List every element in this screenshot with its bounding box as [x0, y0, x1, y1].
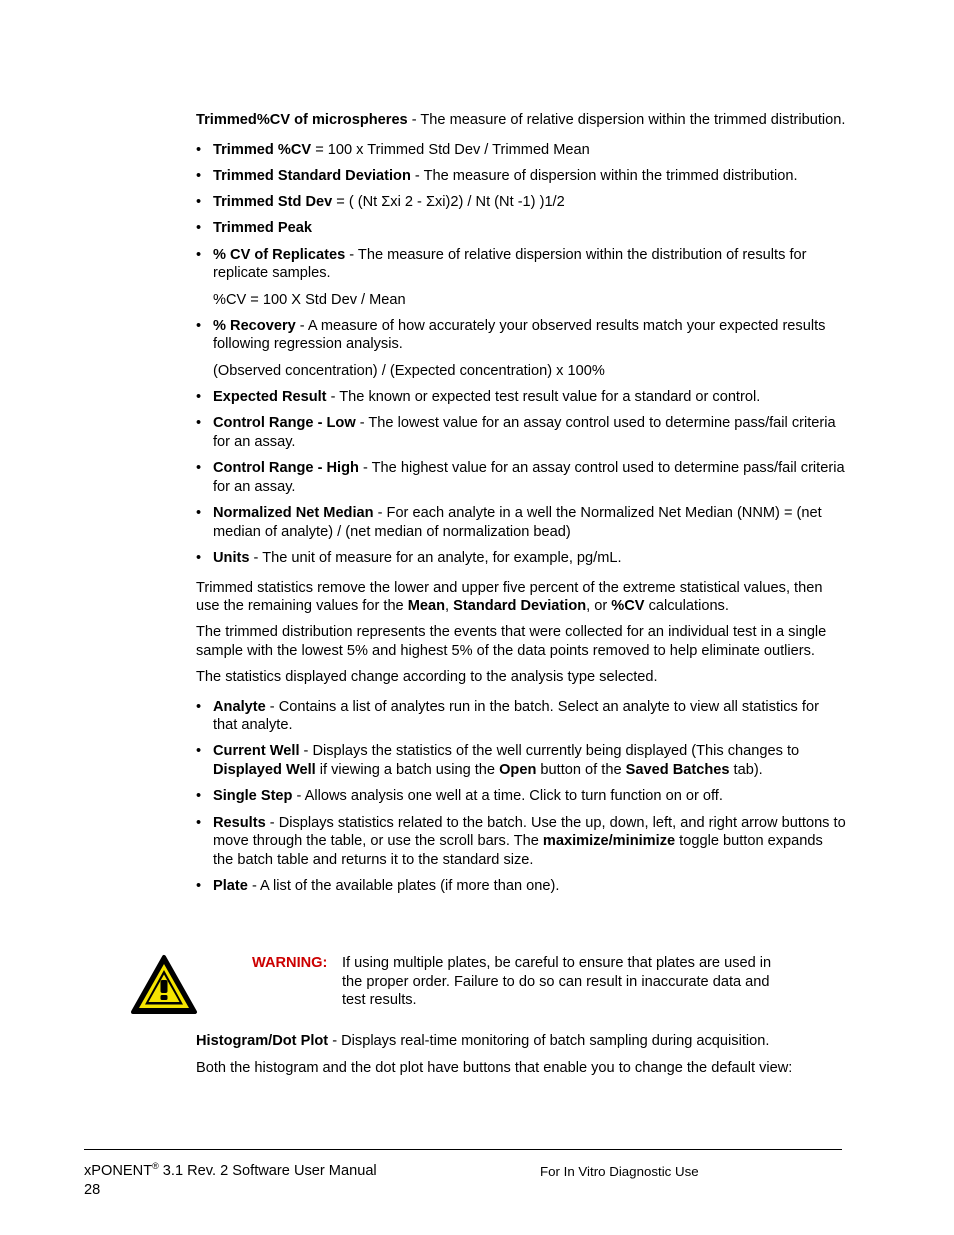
trimmed-statistics-paragraph: Trimmed statistics remove the lower and upper five percent of the extreme statistical values, then use the remaining values for the Mean, Standard Deviation, or %CV calculations. [196, 579, 823, 615]
warning-callout [130, 954, 830, 1016]
list-item: • Trimmed Std Dev = ( (Nt Σxi 2 - Σxi)2) / Nt (Nt -1) )1/2 [196, 194, 565, 211]
list-item: • Analyte - Contains a list of analytes run in the batch. Select an analyte to view all statistics for that analyte. [196, 698, 819, 734]
warning-label: WARNING: [252, 955, 328, 971]
analysis-options-list [196, 698, 846, 896]
page-content [196, 111, 846, 903]
intro-text: - The measure of relative dispersion within the trimmed distribution. [407, 112, 846, 128]
footer-manual-title: xPONENT® 3.1 Rev. 2 Software User Manual 28 [84, 1161, 377, 1198]
list-item: • Trimmed Standard Deviation - The measure of dispersion within the trimmed distribution. [196, 167, 798, 184]
warning-text: If using multiple plates, be careful to ensure that plates are used in the proper order. Failure to do so can result in inaccurate data and test results. [342, 955, 772, 1009]
page-number: 28 [84, 1181, 101, 1198]
list-item: • Trimmed Peak [196, 220, 312, 237]
list-item: • % CV of Replicates - The measure of relative dispersion within the distribution of results for replicate samples. [196, 246, 807, 282]
list-item: • Single Step - Allows analysis one well at a time. Click to turn function on or off. [196, 788, 723, 805]
histogram-section [196, 1032, 846, 1085]
trimmed-distribution-paragraph: The trimmed distribution represents the events that were collected for an individual test in a single sample with the lowest 5% and highest 5% of the data points removed to help eliminate outliers. [196, 624, 827, 659]
footer-divider [84, 1149, 842, 1150]
intro-paragraph [196, 111, 846, 130]
definitions-list [196, 141, 846, 568]
histogram-paragraph: Histogram/Dot Plot - Displays real-time monitoring of batch sampling during acquisition. [196, 1033, 770, 1049]
cv-formula: %CV = 100 X Std Dev / Mean [213, 291, 406, 308]
list-item: • Expected Result - The known or expected test result value for a standard or control. [196, 389, 761, 406]
list-item: • % Recovery - A measure of how accurately your observed results match your expected results following regression analysis. [196, 317, 826, 353]
intro-term: Trimmed%CV of microspheres [196, 112, 408, 128]
list-item: • Control Range - High - The highest value for an assay control used to determine pass/fail criteria for an assay. [196, 460, 845, 495]
list-item: • Units - The unit of measure for an analyte, for example, pg/mL. [196, 549, 622, 566]
list-item: • Control Range - Low - The lowest value for an assay control used to determine pass/fail criteria for an assay. [196, 415, 836, 450]
footer-ivd-notice: For In Vitro Diagnostic Use [540, 1164, 699, 1179]
statistics-paragraph: The statistics displayed change according to the analysis type selected. [196, 668, 658, 685]
buttons-paragraph: Both the histogram and the dot plot have buttons that enable you to change the default view: [196, 1060, 793, 1077]
list-item: • Current Well - Displays the statistics of the well currently being displayed (This changes to Displayed Well if viewing a batch using the Open button of the Saved Batches tab). [196, 743, 800, 778]
list-item: • Normalized Net Median - For each analyte in a well the Normalized Net Median (NNM) = (net median of analyte) / (net median of normalization bead) [196, 505, 822, 540]
warning-triangle-icon [130, 954, 198, 1016]
list-item: • Trimmed %CV = 100 x Trimmed Std Dev / Trimmed Mean [196, 141, 590, 158]
list-item: • Results - Displays statistics related to the batch. Use the up, down, left, and right arrow buttons to move through the table, or use the scroll bars. The maximize/minimize toggle button expands the batch table and returns it to the standard size. [196, 814, 846, 868]
list-item: • Plate - A list of the available plates (if more than one). [196, 878, 560, 894]
recovery-formula: (Observed concentration) / (Expected concentration) x 100% [213, 362, 605, 379]
